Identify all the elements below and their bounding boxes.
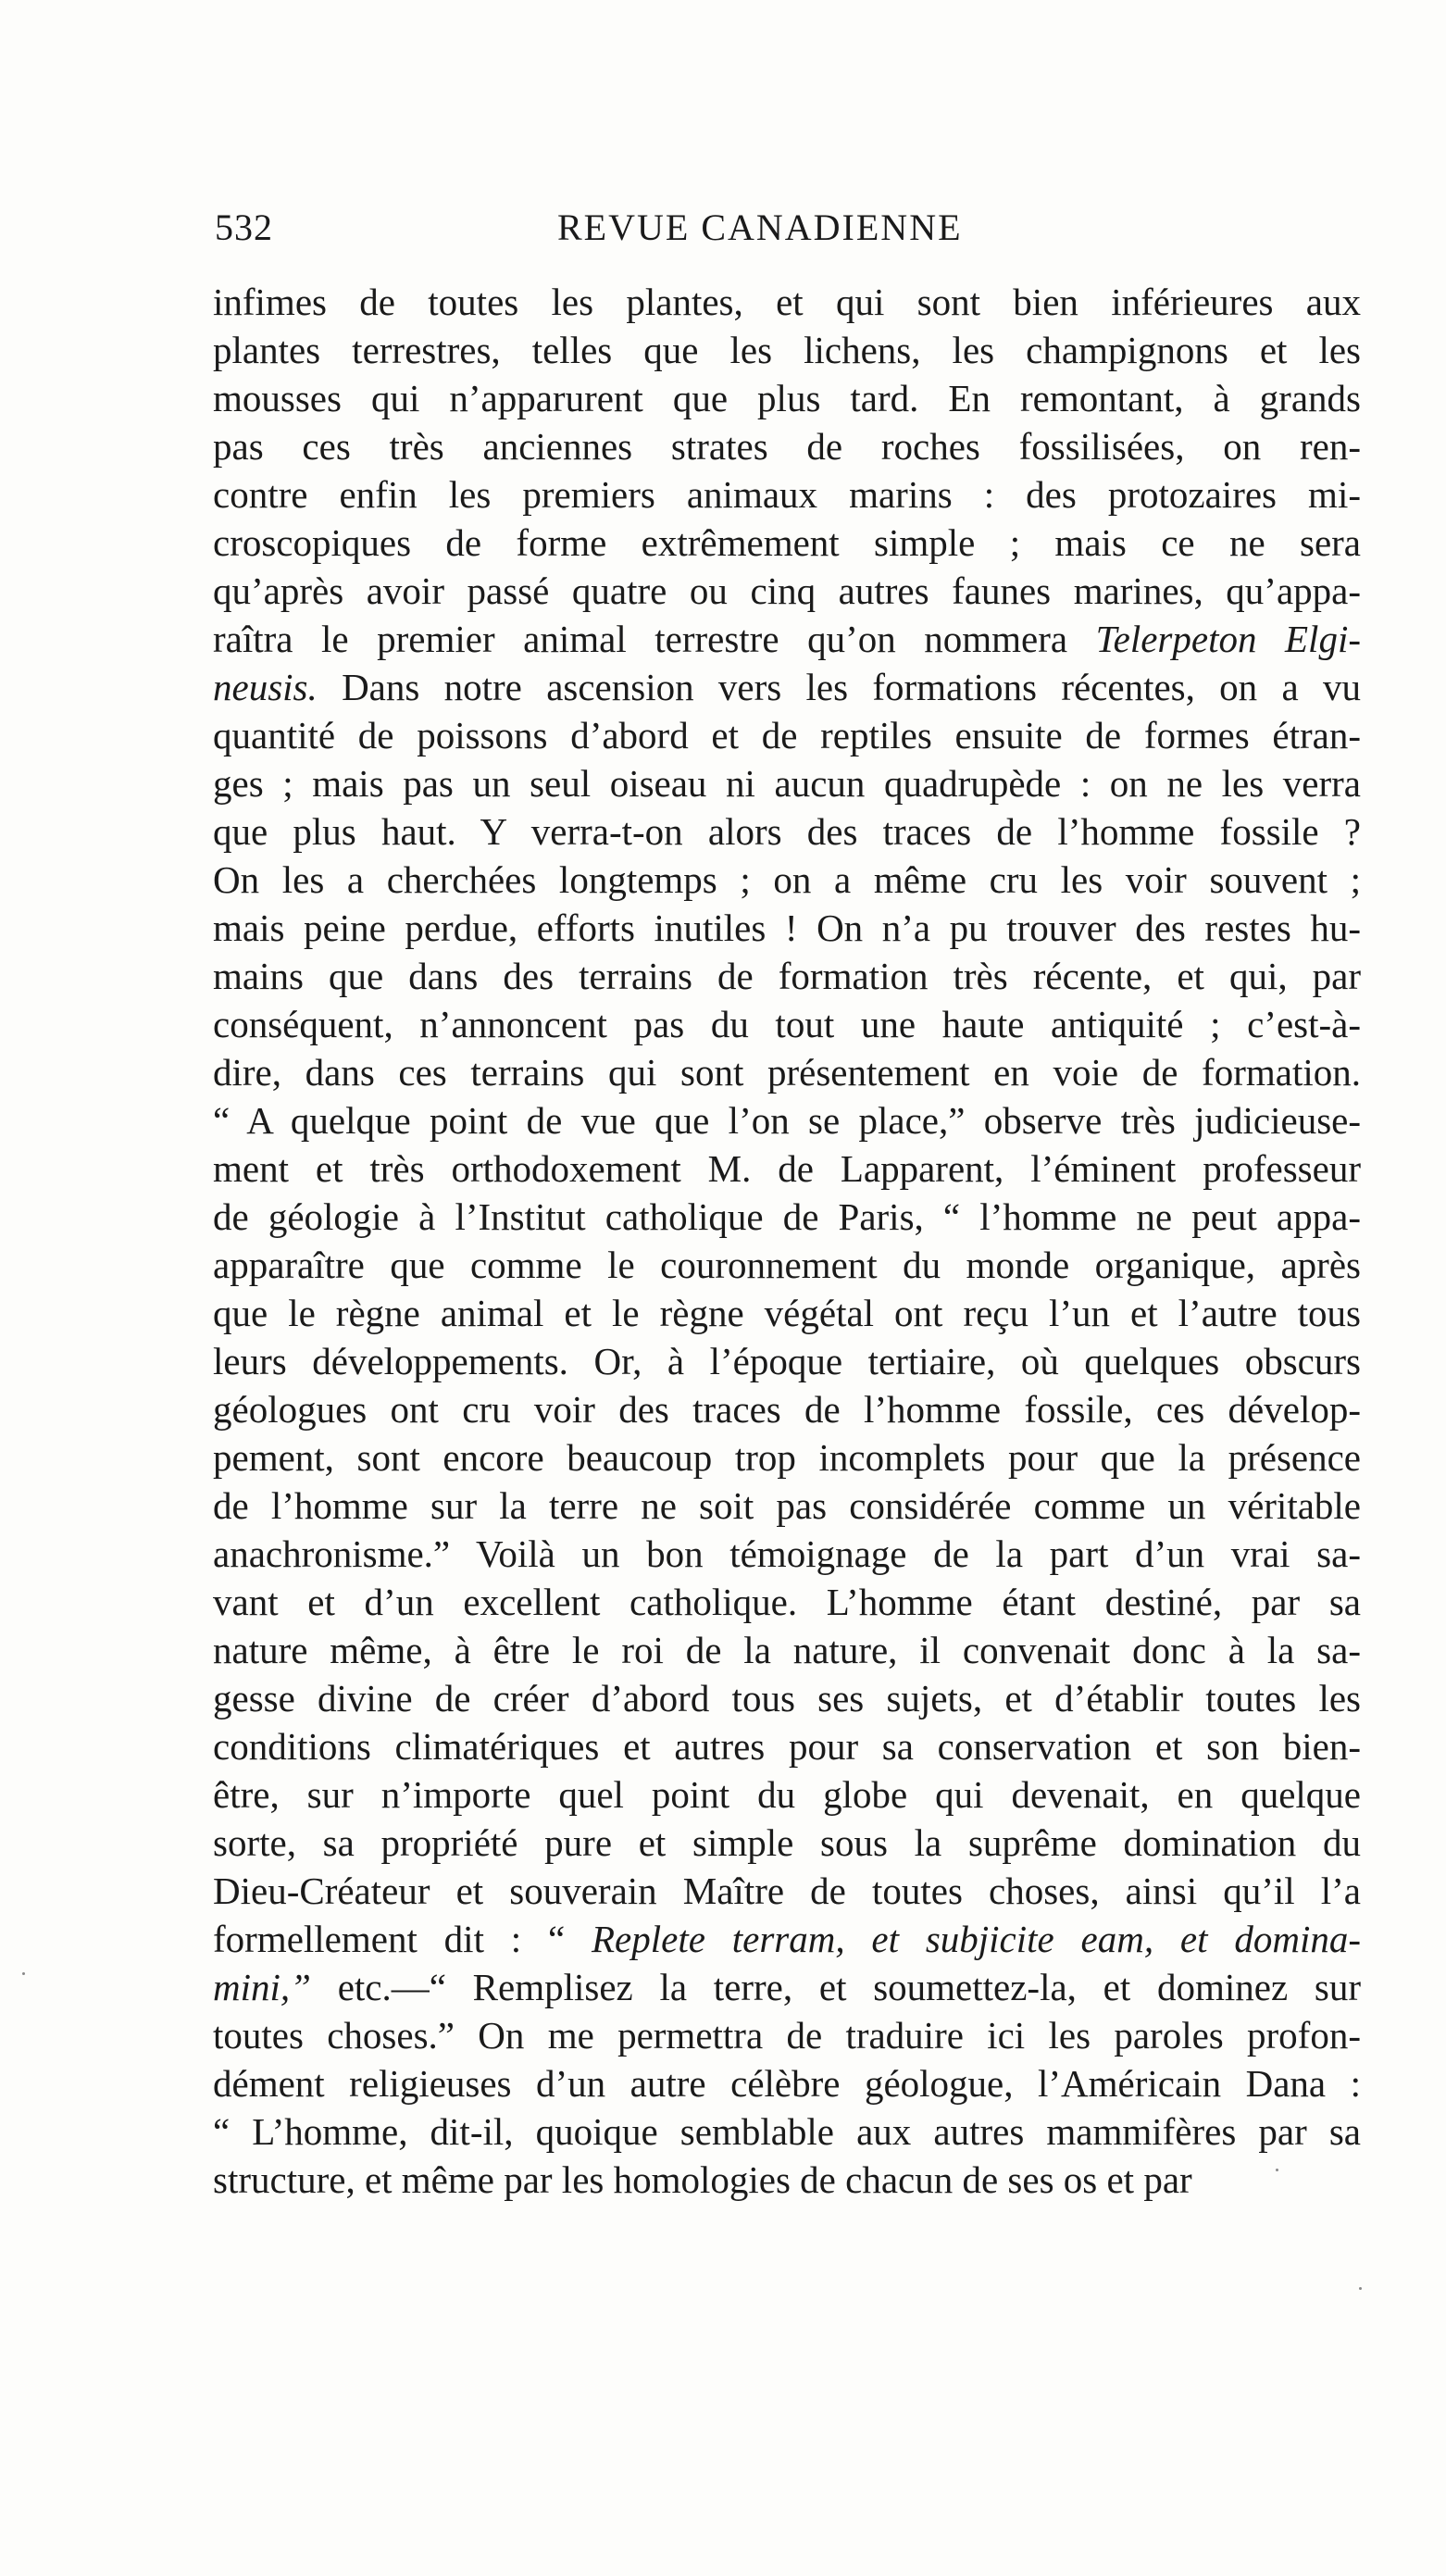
text-line (213, 278, 1361, 326)
text-line (213, 1433, 1361, 1482)
italic-text: Telerpeton Elgi- (1095, 618, 1361, 660)
line-text: mains que dans des terrains de formation très récente, et qui, par (213, 955, 1361, 997)
text-line (213, 904, 1361, 952)
text-line (213, 1722, 1361, 1770)
text-line (213, 1963, 1361, 2011)
text-line (213, 422, 1361, 470)
line-text: pement, sont encore beaucoup trop incomplets pour que la présence (213, 1436, 1361, 1479)
line-text: croscopiques de forme extrêmement simple ; mais ce ne sera (213, 521, 1361, 564)
line-text: que plus haut. Y verra-t-on alors des traces de l’homme fossile ? (213, 810, 1361, 853)
text-line (213, 1770, 1361, 1819)
text-line (213, 1482, 1361, 1530)
line-text: formellement dit : “ (213, 1918, 592, 1960)
text-line (213, 663, 1361, 711)
line-text: nature même, à être le roi de la nature, il convenait donc à la sa- (213, 1629, 1361, 1671)
line-text: raîtra le premier animal terrestre qu’on nommera (213, 618, 1096, 660)
page-speck (22, 1972, 25, 1975)
line-text: mais peine perdue, efforts inutiles ! On n’a pu trouver des restes hu- (213, 907, 1361, 949)
line-text: être, sur n’importe quel point du globe qui devenait, en quelque (213, 1773, 1361, 1816)
line-text: etc.—“ Remplisez la terre, et soumettez-la, et dominez sur (310, 1966, 1361, 2008)
line-text: vant et d’un excellent catholique. L’homme étant destiné, par sa (213, 1581, 1361, 1623)
text-line (213, 759, 1361, 807)
text-line (213, 856, 1361, 904)
text-line (213, 1530, 1361, 1578)
line-text: de l’homme sur la terre ne soit pas considérée comme un véritable (213, 1484, 1361, 1527)
line-text: infimes de toutes les plantes, et qui sont bien inférieures aux (213, 281, 1361, 323)
text-line (213, 1241, 1361, 1289)
text-line (213, 2059, 1361, 2107)
line-text: dément religieuses d’un autre célèbre géologue, l’Américain Dana : (213, 2062, 1361, 2105)
line-text: plantes terrestres, telles que les lichens, les champignons et les (213, 329, 1361, 371)
line-text: structure, et même par les homologies de chacun de ses os et par (213, 2158, 1192, 2201)
text-line (213, 807, 1361, 856)
text-line (213, 1000, 1361, 1048)
text-line (213, 1385, 1361, 1433)
text-line (213, 1048, 1361, 1096)
line-text: pas ces très anciennes strates de roches fossilisées, on ren- (213, 425, 1361, 468)
line-text: dire, dans ces terrains qui sont présentement en voie de formation. (213, 1051, 1361, 1094)
line-text: sorte, sa propriété pure et simple sous la suprême domination du (213, 1821, 1361, 1864)
text-line (213, 711, 1361, 759)
text-line (213, 1819, 1361, 1867)
line-text: On les a cherchées longtemps ; on a même cru les voir souvent ; (213, 858, 1361, 901)
page-header-title: REVUE CANADIENNE (557, 206, 963, 248)
page-speck (1359, 2287, 1362, 2290)
line-text: leurs développements. Or, à l’époque tertiaire, où quelques obscurs (213, 1340, 1361, 1382)
line-text: qu’après avoir passé quatre ou cinq autres faunes marines, qu’appa- (213, 569, 1361, 612)
text-line (213, 374, 1361, 422)
text-line (213, 952, 1361, 1000)
line-text: ment et très orthodoxement M. de Lapparent, l’éminent professeur (213, 1147, 1361, 1190)
text-line (213, 1337, 1361, 1385)
line-text: mousses qui n’apparurent que plus tard. En remontant, à grands (213, 377, 1361, 419)
line-text: apparaître que comme le couronnement du monde organique, après (213, 1244, 1361, 1286)
line-text: quantité de poissons d’abord et de reptiles ensuite de formes étran- (213, 714, 1361, 757)
text-line (213, 1578, 1361, 1626)
line-text: anachronisme.” Voilà un bon témoignage de la part d’un vrai sa- (213, 1532, 1361, 1575)
text-line (213, 1867, 1361, 1915)
italic-text: neusis. (213, 666, 318, 708)
text-line (213, 519, 1361, 567)
line-text: Dieu-Créateur et souverain Maître de toutes choses, ainsi qu’il l’a (213, 1869, 1361, 1912)
line-text: toutes choses.” On me permettra de traduire ici les paroles profon- (213, 2014, 1361, 2057)
text-line (213, 1096, 1361, 1144)
page-number: 532 (215, 206, 273, 248)
line-text: “ A quelque point de vue que l’on se place,” observe très judicieuse- (213, 1099, 1361, 1142)
italic-text: mini,” (213, 1966, 311, 2008)
text-line (213, 1193, 1361, 1241)
text-line (213, 1626, 1361, 1674)
line-text: gesse divine de créer d’abord tous ses sujets, et d’établir toutes les (213, 1677, 1361, 1719)
line-text: “ L’homme, dit-il, quoique semblable aux autres mammifères par sa (213, 2110, 1361, 2153)
line-text: conséquent, n’annoncent pas du tout une haute antiquité ; c’est-à- (213, 1003, 1361, 1045)
page-speck (1276, 2169, 1278, 2171)
text-line (213, 567, 1361, 615)
line-text: contre enfin les premiers animaux marins : des protozaires mi- (213, 473, 1361, 516)
line-text: conditions climatériques et autres pour sa conservation et son bien- (213, 1725, 1361, 1768)
text-line (213, 2156, 1361, 2204)
text-line (213, 1674, 1361, 1722)
text-line (213, 1915, 1361, 1963)
line-text: de géologie à l’Institut catholique de Paris, “ l’homme ne peut appa- (213, 1195, 1361, 1238)
text-line (213, 2107, 1361, 2156)
line-text: ges ; mais pas un seul oiseau ni aucun quadrupède : on ne les verra (213, 762, 1361, 805)
italic-text: Replete terram, et subjicite eam, et domina- (592, 1918, 1361, 1960)
text-line (213, 615, 1361, 663)
line-text: Dans notre ascension vers les formations récentes, on a vu (317, 666, 1361, 708)
text-line (213, 1289, 1361, 1337)
text-line (213, 1144, 1361, 1193)
text-line (213, 326, 1361, 374)
running-head (215, 206, 1020, 261)
line-text: que le règne animal et le règne végétal ont reçu l’un et l’autre tous (213, 1292, 1361, 1334)
text-line (213, 2011, 1361, 2059)
text-line (213, 470, 1361, 519)
line-text: géologues ont cru voir des traces de l’homme fossile, ces dévelop- (213, 1388, 1361, 1431)
